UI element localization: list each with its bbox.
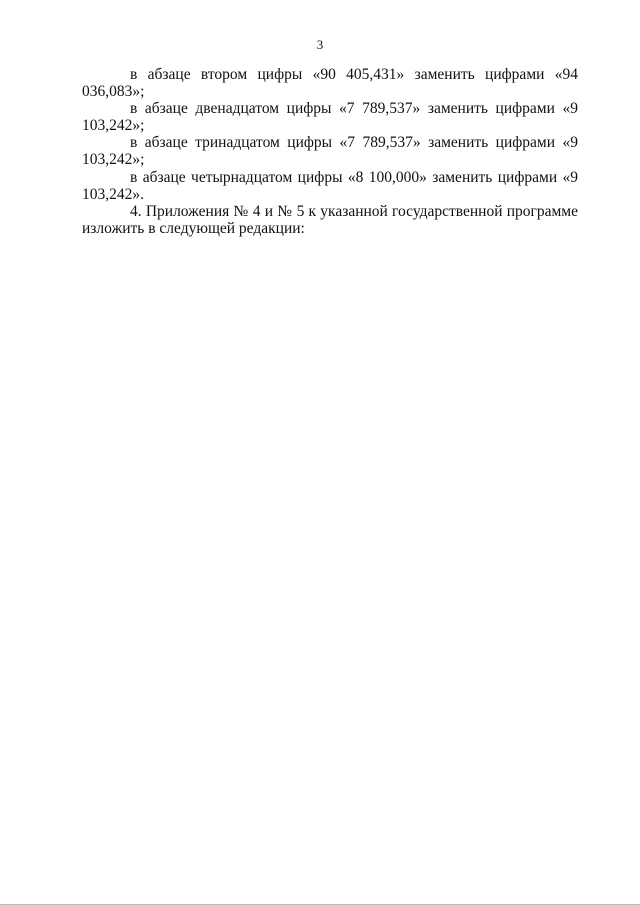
paragraph-amend-twelfth: в абзаце двенадцатом цифры «7 789,537» заменить цифрами «9 103,242»; bbox=[82, 100, 578, 135]
paragraph-amend-thirteenth: в абзаце тринадцатом цифры «7 789,537» заменить цифрами «9 103,242»; bbox=[82, 134, 578, 169]
paragraph-item-4: 4. Приложения № 4 и № 5 к указанной государственной программе изложить в следующей редакции: bbox=[82, 202, 578, 237]
page-number: 3 bbox=[316, 37, 324, 52]
paragraph-amend-fourteenth: в абзаце четырнадцатом цифры «8 100,000» заменить цифрами «9 103,242». bbox=[82, 168, 578, 203]
paragraph-amend-second: в абзаце втором цифры «90 405,431» заменить цифрами «94 036,083»; bbox=[82, 66, 578, 101]
document-body bbox=[82, 66, 578, 237]
